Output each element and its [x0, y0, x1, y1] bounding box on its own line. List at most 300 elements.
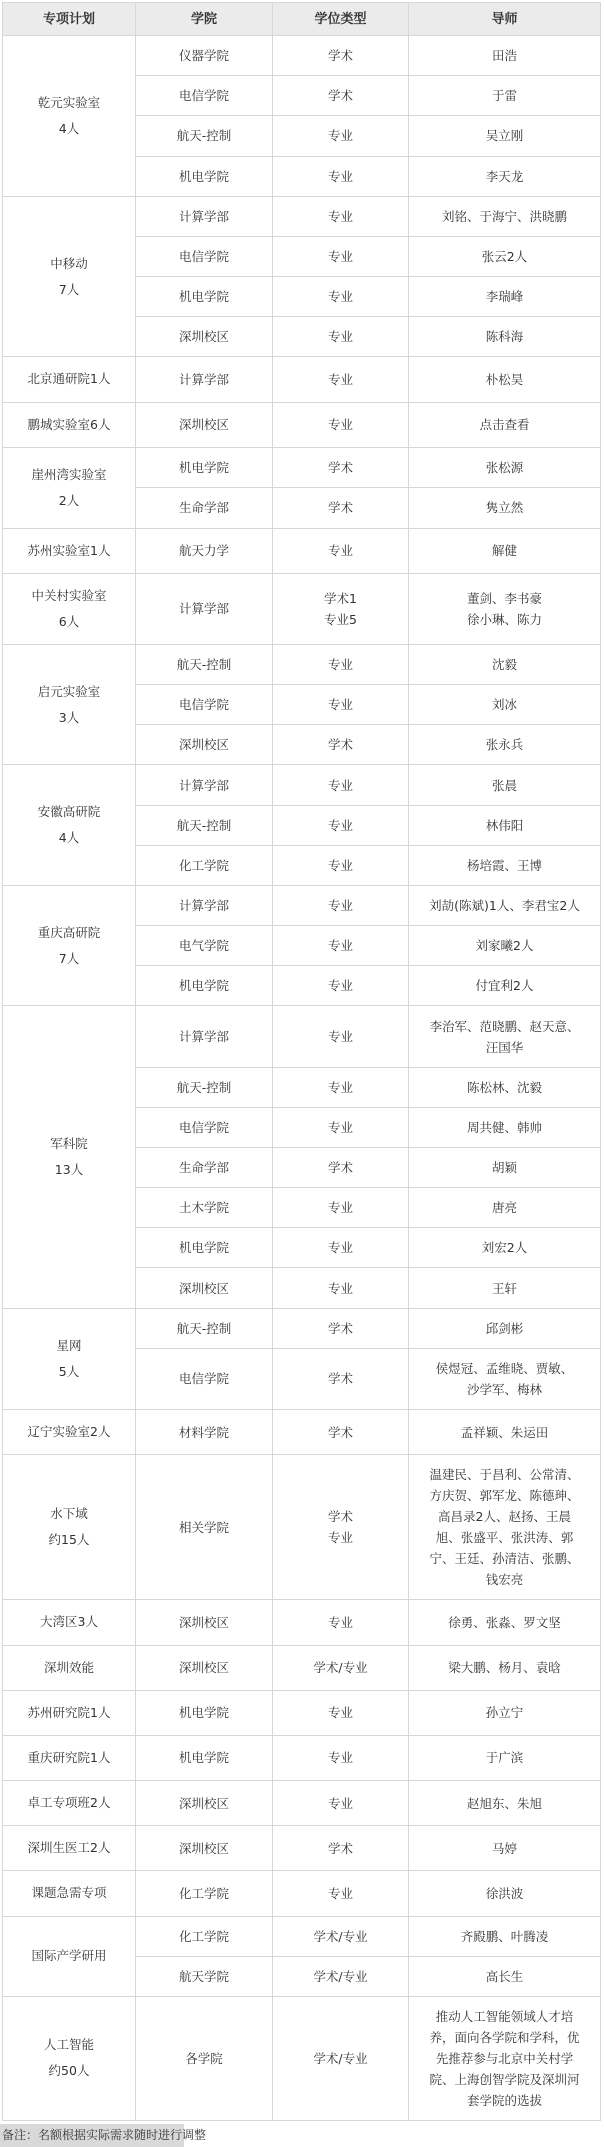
cell-line: 专业: [327, 1885, 353, 1901]
college-cell: 机电学院: [136, 447, 273, 488]
degree-cell: [273, 1735, 409, 1780]
cell-line: 付宜利2人: [475, 978, 534, 994]
table-row: [3, 644, 601, 684]
advisor-cell: [409, 236, 601, 276]
degree-cell: [273, 156, 409, 196]
cell-line: 朴松昊: [485, 371, 524, 387]
cell-line: 孟祥颖、朱运田: [460, 1424, 549, 1440]
table-row: [3, 1455, 601, 1600]
degree-cell: [273, 1107, 409, 1147]
cell-line: 林伟阳: [485, 817, 524, 833]
advisor-cell: [409, 116, 601, 156]
cell-line: 刘冰: [491, 697, 517, 713]
plan-line: 2人: [58, 492, 80, 508]
table-row: [3, 1826, 601, 1871]
cell-line: 学术/专业: [313, 2050, 368, 2066]
cell-line: 专业: [327, 289, 353, 305]
cell-line: 专业: [327, 1530, 353, 1546]
plan-line: 4人: [58, 120, 80, 136]
cell-line: 专业: [327, 1119, 353, 1135]
plan-line: 苏州研究院1人: [27, 1704, 111, 1720]
plan-line: 北京通研院1人: [27, 371, 111, 387]
table-row: [3, 1690, 601, 1735]
college-cell: 电信学院: [136, 1348, 273, 1409]
advisor-cell: [409, 1188, 601, 1228]
cell-line: 齐殿鹏、叶腾凌: [460, 1928, 549, 1944]
cell-line: 学术: [327, 88, 353, 104]
header-advisor: 导师: [409, 3, 601, 36]
advisor-cell: [409, 447, 601, 488]
degree-cell: [273, 573, 409, 644]
cell-line: 推动人工智能领域人才培: [435, 2008, 574, 2024]
college-cell: 深圳校区: [136, 317, 273, 357]
plan-line: 约15人: [48, 1532, 90, 1548]
college-cell: 计算学部: [136, 765, 273, 805]
plan-cell: [3, 573, 136, 644]
degree-cell: [273, 447, 409, 488]
college-cell: 计算学部: [136, 1006, 273, 1067]
advisor-cell: [409, 317, 601, 357]
advisor-cell: [409, 1645, 601, 1690]
degree-cell: [273, 1781, 409, 1826]
cell-line: 专业: [327, 168, 353, 184]
table-row: [3, 1600, 601, 1645]
degree-cell: [273, 1348, 409, 1409]
cell-line: 高长生: [485, 1968, 524, 1984]
cell-line: 先推荐参与北京中关村学: [435, 2050, 574, 2066]
plan-cell: [3, 1826, 136, 1871]
college-cell: 机电学院: [136, 1735, 273, 1780]
cell-line: 刘劼(陈斌)1人、李君宝2人: [429, 898, 580, 914]
table-row: [3, 573, 601, 644]
plan-cell: [3, 528, 136, 573]
plan-cell: [3, 36, 136, 197]
plan-cell: [3, 1735, 136, 1780]
advisor-cell: [409, 1455, 601, 1600]
plan-line: 启元实验室: [37, 683, 101, 699]
table-row: [3, 528, 601, 573]
college-cell: 深圳校区: [136, 1268, 273, 1308]
college-cell: 生命学部: [136, 1147, 273, 1187]
table-row: [3, 1871, 601, 1916]
college-cell: 航天-控制: [136, 1308, 273, 1348]
plan-cell: [3, 885, 136, 1006]
advisor-cell: [409, 1996, 601, 2120]
plan-cell: [3, 402, 136, 447]
plan-line: 安徽高研院: [37, 804, 101, 820]
cell-line: 徐小琳、陈力: [466, 611, 542, 627]
cell-line: 专业: [327, 128, 353, 144]
cell-line: 刘铭、于海宁、洪晓鹏: [441, 208, 567, 224]
college-cell: 化工学院: [136, 845, 273, 885]
cell-line: 唐亮: [491, 1200, 517, 1216]
plan-cell: [3, 1996, 136, 2120]
advisor-cell: [409, 1826, 601, 1871]
college-cell: 航天力学: [136, 528, 273, 573]
advisor-cell[interactable]: [409, 402, 601, 447]
cell-line: 学术/专业: [313, 1660, 368, 1676]
plan-line: 乾元实验室: [37, 94, 101, 110]
college-cell: 化工学院: [136, 1871, 273, 1916]
advisor-cell: [409, 765, 601, 805]
table-body: [3, 36, 601, 2121]
cell-line: 旭、张盛平、张洪涛、郭: [435, 1530, 574, 1546]
advisor-table: [2, 2, 601, 2121]
cell-line: 徐洪波: [485, 1885, 524, 1901]
degree-cell: [273, 1067, 409, 1107]
college-cell: 航天-控制: [136, 644, 273, 684]
advisor-cell: [409, 926, 601, 966]
cell-line: 学术: [327, 1840, 353, 1856]
degree-cell: [273, 845, 409, 885]
plan-line: 重庆高研院: [37, 924, 101, 940]
degree-cell: [273, 685, 409, 725]
cell-line: 汪国华: [485, 1039, 524, 1055]
plan-line: 崖州湾实验室: [31, 466, 107, 482]
cell-line: 养，面向各学院和学科，优: [429, 2029, 580, 2045]
plan-line: 4人: [58, 830, 80, 846]
cell-line: 专业: [327, 978, 353, 994]
table-row: [3, 1645, 601, 1690]
advisor-cell: [409, 1268, 601, 1308]
plan-line: 约50人: [48, 2063, 90, 2079]
cell-line: 专业: [327, 1750, 353, 1766]
college-cell: 材料学院: [136, 1410, 273, 1455]
cell-line: 专业: [327, 1795, 353, 1811]
table-row: [3, 402, 601, 447]
cell-line: 专业: [327, 417, 353, 433]
plan-cell: [3, 1455, 136, 1600]
degree-cell: [273, 116, 409, 156]
cell-line: 钱宏亮: [485, 1572, 524, 1588]
college-cell: 电信学院: [136, 685, 273, 725]
college-cell: 机电学院: [136, 156, 273, 196]
advisor-cell: [409, 528, 601, 573]
plan-line: 13人: [54, 1162, 84, 1178]
degree-cell: [273, 1916, 409, 1956]
college-cell: 电信学院: [136, 1107, 273, 1147]
plan-cell: [3, 1871, 136, 1916]
degree-cell: [273, 1600, 409, 1645]
cell-line: 学术: [327, 737, 353, 753]
cell-line: 专业: [327, 817, 353, 833]
cell-line: 学术/专业: [313, 1928, 368, 1944]
degree-cell: [273, 1690, 409, 1735]
cell-line: 专业: [327, 1280, 353, 1296]
plan-line: 3人: [58, 709, 80, 725]
cell-line: 李治军、范晓鹏、赵天意、: [429, 1018, 580, 1034]
college-cell: 计算学部: [136, 573, 273, 644]
table-row: [3, 885, 601, 925]
cell-line: 点击查看: [479, 417, 530, 433]
cell-line: 侯煜冠、孟维晓、贾敏、: [435, 1360, 574, 1376]
plan-line: 深圳效能: [43, 1659, 94, 1675]
cell-line: 院、上海创智学院及深圳河: [429, 2071, 580, 2087]
cell-line: 学术: [327, 1160, 353, 1176]
cell-line: 专业: [327, 208, 353, 224]
advisor-cell: [409, 1410, 601, 1455]
plan-cell: [3, 1006, 136, 1308]
cell-line: 专业: [327, 1240, 353, 1256]
plan-cell: [3, 447, 136, 528]
degree-cell: [273, 926, 409, 966]
cell-line: 于广滨: [485, 1750, 524, 1766]
cell-line: 学术: [327, 1424, 353, 1440]
table-header-row: [3, 3, 601, 36]
table-row: [3, 1735, 601, 1780]
footnote: 备注：名额根据实际需求随时进行调整: [0, 2124, 184, 2147]
cell-line: 专业: [327, 1029, 353, 1045]
cell-line: 学术: [327, 1320, 353, 1336]
cell-line: 专业: [327, 898, 353, 914]
plan-cell: [3, 1600, 136, 1645]
cell-line: 专业: [327, 248, 353, 264]
cell-line: 于雷: [491, 88, 517, 104]
advisor-cell: [409, 1147, 601, 1187]
college-cell: 机电学院: [136, 1228, 273, 1268]
degree-cell: [273, 36, 409, 76]
degree-cell: [273, 1410, 409, 1455]
cell-line: 沙学军、梅林: [466, 1381, 542, 1397]
plan-cell: [3, 1690, 136, 1735]
cell-line: 张晨: [491, 777, 517, 793]
advisor-cell: [409, 1600, 601, 1645]
cell-line: 刘宏2人: [481, 1240, 528, 1256]
plan-cell: [3, 1645, 136, 1690]
cell-line: 隽立然: [485, 500, 524, 516]
degree-cell: [273, 1228, 409, 1268]
cell-line: 孙立宁: [485, 1705, 524, 1721]
plan-line: 军科院: [50, 1136, 88, 1152]
advisor-cell: [409, 573, 601, 644]
degree-cell: [273, 528, 409, 573]
cell-line: 赵旭东、朱旭: [466, 1795, 542, 1811]
table-row: [3, 1916, 601, 1956]
degree-cell: [273, 1006, 409, 1067]
cell-line: 李天龙: [485, 168, 524, 184]
degree-cell: [273, 765, 409, 805]
cell-line: 田浩: [491, 48, 517, 64]
table-row: [3, 36, 601, 76]
advisor-cell: [409, 1348, 601, 1409]
table-row: [3, 1006, 601, 1067]
college-cell: 计算学部: [136, 885, 273, 925]
degree-cell: [273, 236, 409, 276]
college-cell: 生命学部: [136, 488, 273, 528]
degree-cell: [273, 1956, 409, 1996]
cell-line: 张永兵: [485, 737, 524, 753]
college-cell: 深圳校区: [136, 1600, 273, 1645]
plan-line: 人工智能: [43, 2037, 94, 2053]
college-cell: 深圳校区: [136, 725, 273, 765]
advisor-cell: [409, 1006, 601, 1067]
cell-line: 李瑞峰: [485, 289, 524, 305]
cell-line: 刘家曦2人: [475, 938, 534, 954]
plan-line: 鹏城实验室6人: [27, 416, 111, 432]
cell-line: 专业: [327, 371, 353, 387]
cell-line: 学术: [327, 500, 353, 516]
plan-line: 中关村实验室: [31, 587, 107, 603]
degree-cell: [273, 805, 409, 845]
cell-line: 专业: [327, 656, 353, 672]
advisor-cell: [409, 805, 601, 845]
cell-line: 专业: [327, 857, 353, 873]
cell-line: 专业: [327, 1200, 353, 1216]
degree-cell: [273, 1455, 409, 1600]
advisor-cell: [409, 685, 601, 725]
cell-line: 学术1: [324, 590, 357, 606]
advisor-cell: [409, 1067, 601, 1107]
college-cell: 仪器学院: [136, 36, 273, 76]
cell-line: 解健: [491, 543, 517, 559]
degree-cell: [273, 1996, 409, 2120]
plan-cell: [3, 1781, 136, 1826]
degree-cell: [273, 317, 409, 357]
cell-line: 宁、王廷、孙清洁、张鹏、: [429, 1551, 580, 1567]
degree-cell: [273, 1645, 409, 1690]
college-cell: 航天-控制: [136, 116, 273, 156]
cell-line: 专业: [327, 543, 353, 559]
degree-cell: [273, 488, 409, 528]
degree-cell: [273, 725, 409, 765]
advisor-cell: [409, 1871, 601, 1916]
plan-line: 国际产学研用: [31, 1948, 107, 1964]
college-cell: 航天-控制: [136, 1067, 273, 1107]
plan-line: 水下域: [50, 1506, 88, 1522]
cell-line: 专业: [327, 1705, 353, 1721]
degree-cell: [273, 1147, 409, 1187]
college-cell: 计算学部: [136, 357, 273, 402]
advisor-cell: [409, 1956, 601, 1996]
advisor-cell: [409, 357, 601, 402]
cell-line: 方庆贺、郭军龙、陈德珅、: [429, 1488, 580, 1504]
cell-line: 沈毅: [491, 656, 517, 672]
college-cell: 深圳校区: [136, 1781, 273, 1826]
plan-line: 卓工专项班2人: [27, 1795, 111, 1811]
college-cell: 航天-控制: [136, 805, 273, 845]
advisor-cell: [409, 1916, 601, 1956]
header-college: 学院: [136, 3, 273, 36]
advisor-cell: [409, 725, 601, 765]
plan-cell: [3, 357, 136, 402]
cell-line: 徐勇、张淼、罗文坚: [448, 1614, 561, 1630]
advisor-cell: [409, 1228, 601, 1268]
college-cell: 机电学院: [136, 277, 273, 317]
table-row: [3, 1308, 601, 1348]
degree-cell: [273, 402, 409, 447]
advisor-cell: [409, 196, 601, 236]
plan-line: 重庆研究院1人: [27, 1749, 111, 1765]
plan-line: 星网: [56, 1337, 82, 1353]
advisor-cell: [409, 1107, 601, 1147]
degree-cell: [273, 1188, 409, 1228]
cell-line: 温建民、于昌利、公常清、: [429, 1467, 580, 1483]
advisor-cell: [409, 1308, 601, 1348]
plan-line: 苏州实验室1人: [27, 542, 111, 558]
plan-line: 大湾区3人: [40, 1614, 98, 1630]
cell-line: 马婷: [491, 1840, 517, 1856]
advisor-cell: [409, 1781, 601, 1826]
degree-cell: [273, 1308, 409, 1348]
cell-line: 董剑、李书豪: [466, 590, 542, 606]
college-cell: 相关学院: [136, 1455, 273, 1600]
cell-line: 张云2人: [481, 248, 528, 264]
plan-cell: [3, 765, 136, 886]
cell-line: 梁大鹏、杨月、袁晗: [448, 1660, 561, 1676]
degree-cell: [273, 357, 409, 402]
plan-cell: [3, 1410, 136, 1455]
table-row: [3, 1781, 601, 1826]
cell-line: 专业: [327, 697, 353, 713]
cell-line: 陈松林、沈毅: [466, 1079, 542, 1095]
cell-line: 张松源: [485, 460, 524, 476]
advisor-cell: [409, 1735, 601, 1780]
college-cell: 深圳校区: [136, 402, 273, 447]
header-degree: 学位类型: [273, 3, 409, 36]
degree-cell: [273, 1268, 409, 1308]
header-plan: 专项计划: [3, 3, 136, 36]
cell-line: 学术: [327, 1371, 353, 1387]
table-row: [3, 765, 601, 805]
advisor-cell: [409, 1690, 601, 1735]
advisor-cell: [409, 488, 601, 528]
college-cell: 土木学院: [136, 1188, 273, 1228]
cell-line: 专业: [327, 938, 353, 954]
advisor-cell: [409, 36, 601, 76]
plan-line: 辽宁实验室2人: [27, 1424, 111, 1440]
cell-line: 专业5: [324, 611, 357, 627]
cell-line: 套学院的选拔: [466, 2092, 542, 2108]
advisor-cell: [409, 76, 601, 116]
college-cell: 电信学院: [136, 236, 273, 276]
plan-line: 5人: [58, 1363, 80, 1379]
cell-line: 周共健、韩帅: [466, 1119, 542, 1135]
degree-cell: [273, 196, 409, 236]
college-cell: 化工学院: [136, 1916, 273, 1956]
advisor-cell: [409, 277, 601, 317]
college-cell: 机电学院: [136, 966, 273, 1006]
cell-line: 学术: [327, 48, 353, 64]
plan-line: 7人: [58, 281, 80, 297]
cell-line: 学术: [327, 460, 353, 476]
table-row: [3, 1996, 601, 2120]
college-cell: 机电学院: [136, 1690, 273, 1735]
cell-line: 陈科海: [485, 329, 524, 345]
college-cell: 电气学院: [136, 926, 273, 966]
degree-cell: [273, 966, 409, 1006]
cell-line: 杨培霞、王博: [466, 857, 542, 873]
degree-cell: [273, 1826, 409, 1871]
plan-cell: [3, 1916, 136, 1996]
college-cell: 深圳校区: [136, 1826, 273, 1871]
advisor-cell: [409, 156, 601, 196]
table-row: [3, 1410, 601, 1455]
cell-line: 胡颖: [491, 1160, 517, 1176]
cell-line: 专业: [327, 777, 353, 793]
table-row: [3, 357, 601, 402]
cell-line: 专业: [327, 1079, 353, 1095]
table-row: [3, 447, 601, 488]
college-cell: 计算学部: [136, 196, 273, 236]
cell-line: 高昌录2人、赵扬、王晨: [438, 1509, 571, 1525]
cell-line: 学术: [327, 1509, 353, 1525]
cell-line: 邱剑彬: [485, 1320, 524, 1336]
table-row: [3, 196, 601, 236]
advisor-cell: [409, 845, 601, 885]
college-cell: 深圳校区: [136, 1645, 273, 1690]
cell-line: 学术/专业: [313, 1968, 368, 1984]
degree-cell: [273, 1871, 409, 1916]
